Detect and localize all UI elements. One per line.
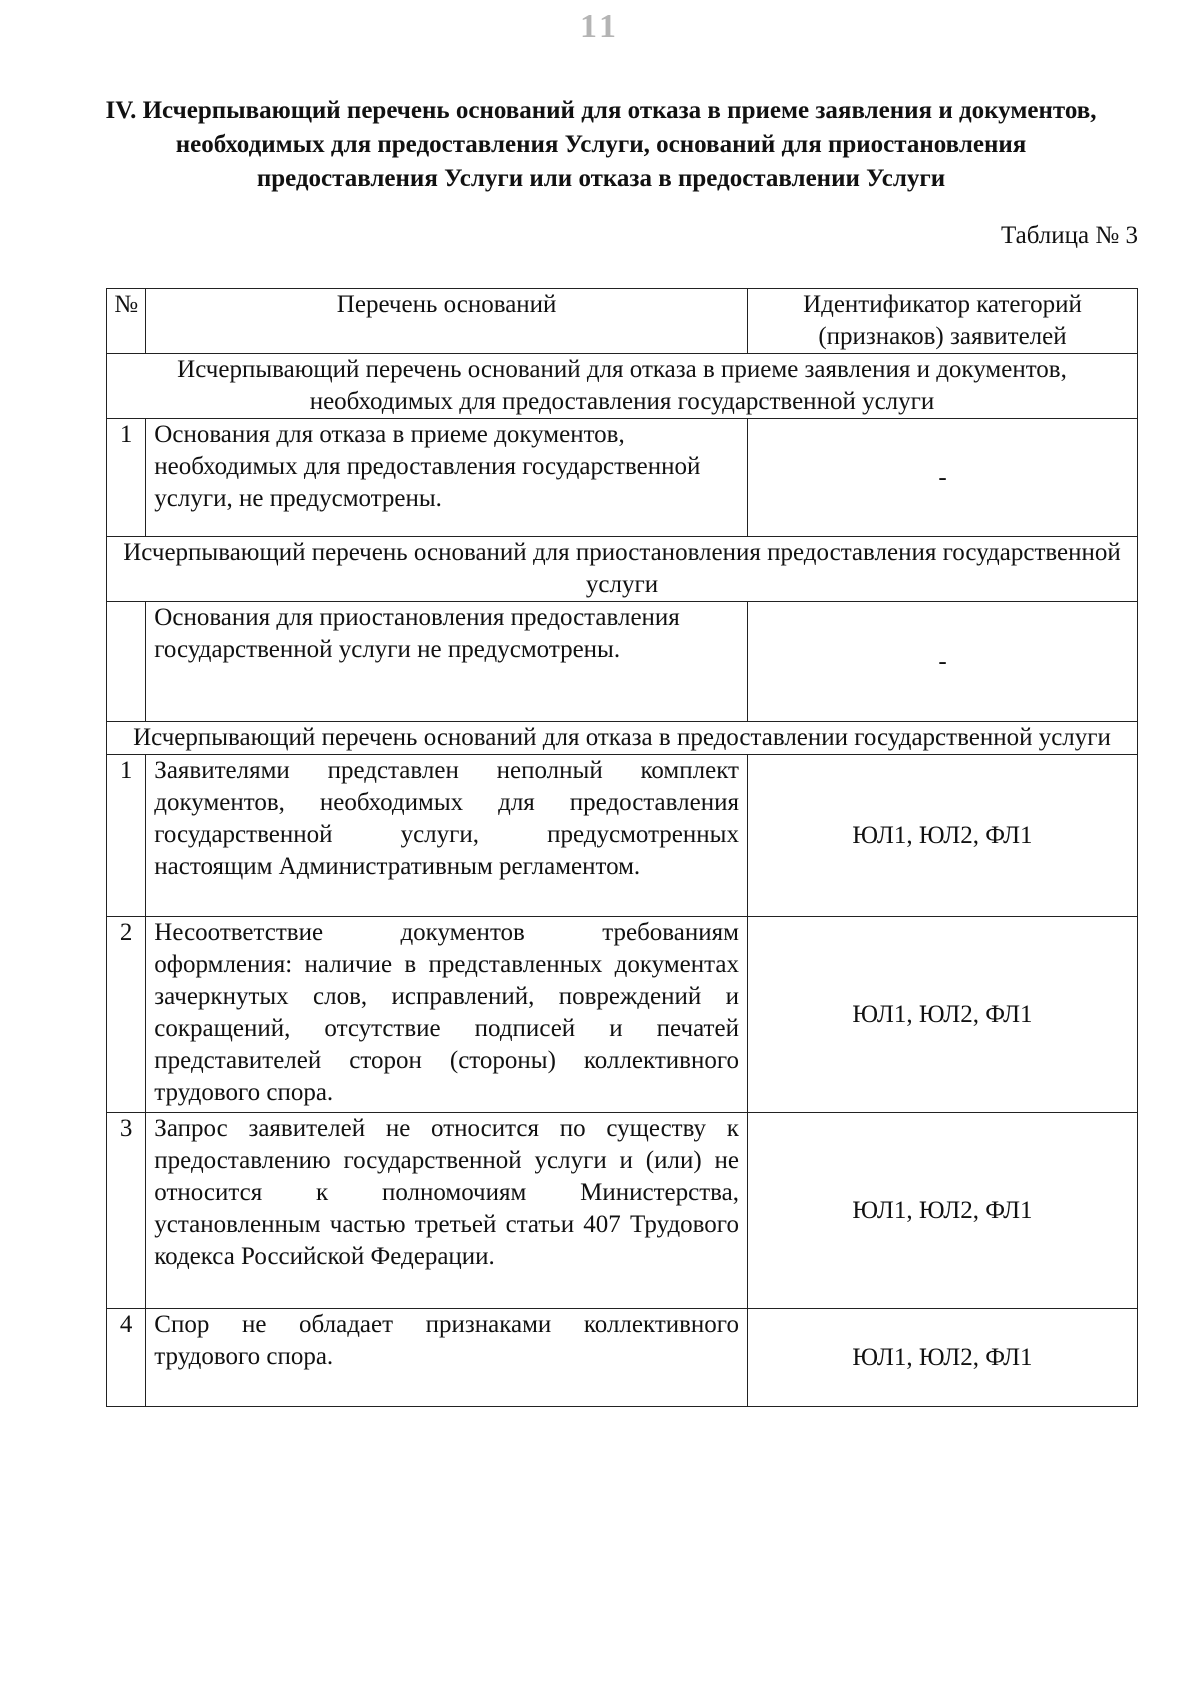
table-row [107,917,1138,1113]
section-title-2: Исчерпывающий перечень оснований для приостановления предоставления государственной услуги [107,537,1138,602]
table-row [107,1113,1138,1309]
row-text: Основания для отказа в приеме документов, необходимых для предоставления государственной услуги, не предусмотрены. [146,419,748,537]
section-title-3: Исчерпывающий перечень оснований для отказа в предоставлении государственной услуги [107,722,1138,755]
row-value: ЮЛ1, ЮЛ2, ФЛ1 [747,917,1137,1113]
section-row [107,537,1138,602]
header-reasons: Перечень оснований [146,289,748,354]
row-text: Заявителями представлен неполный комплект документов, необходимых для предоставления государственной услуги, предусмотренных настоящим Административным регламентом. [146,755,748,917]
table-row [107,1309,1138,1407]
row-text: Запрос заявителей не относится по существу к предоставлению государственной услуги и (или) не относится к полномочиям Министерства, установленным частью третьей статьи 407 Трудового кодекса Российской Федерации. [146,1113,748,1309]
table-row [107,755,1138,917]
section-title: IV. Исчерпывающий перечень оснований для отказа в приеме заявления и документов, необходимых для предоставления Услуги, оснований для приостановления предоставления Услуги или отказа в предоставлении Услуги [105,97,1097,192]
row-value: ЮЛ1, ЮЛ2, ФЛ1 [747,1309,1137,1407]
section-row [107,722,1138,755]
row-value: ЮЛ1, ЮЛ2, ФЛ1 [747,1113,1137,1309]
header-num: № [107,289,146,354]
header-identifier: Идентификатор категорий (признаков) заявителей [747,289,1137,354]
row-text: Спор не обладает признаками коллективного трудового спора. [146,1309,748,1407]
row-value: - [747,602,1137,722]
row-value: - [747,419,1137,537]
row-text: Несоответствие документов требованиям оформления: наличие в представленных документах зачеркнутых слов, исправлений, повреждений и сокращений, отсутствие подписей и печатей представителей сторон (стороны) коллективного трудового спора. [146,917,748,1113]
row-num: 3 [107,1113,146,1309]
table-header-row [107,289,1138,354]
row-num: 4 [107,1309,146,1407]
section-title-1: Исчерпывающий перечень оснований для отказа в приеме заявления и документов, необходимых для предоставления государственной услуги [107,354,1138,419]
table-caption: Таблица № 3 [1000,222,1138,249]
section-row [107,354,1138,419]
row-num: 2 [107,917,146,1113]
row-num: 1 [107,419,146,537]
row-value: ЮЛ1, ЮЛ2, ФЛ1 [747,755,1137,917]
page-number: 11 [579,8,621,45]
row-text: Основания для приостановления предоставления государственной услуги не предусмотрены. [146,602,748,722]
table-row [107,419,1138,537]
grounds-table [106,288,1138,1407]
row-num [107,602,146,722]
table-row [107,602,1138,722]
row-num: 1 [107,755,146,917]
